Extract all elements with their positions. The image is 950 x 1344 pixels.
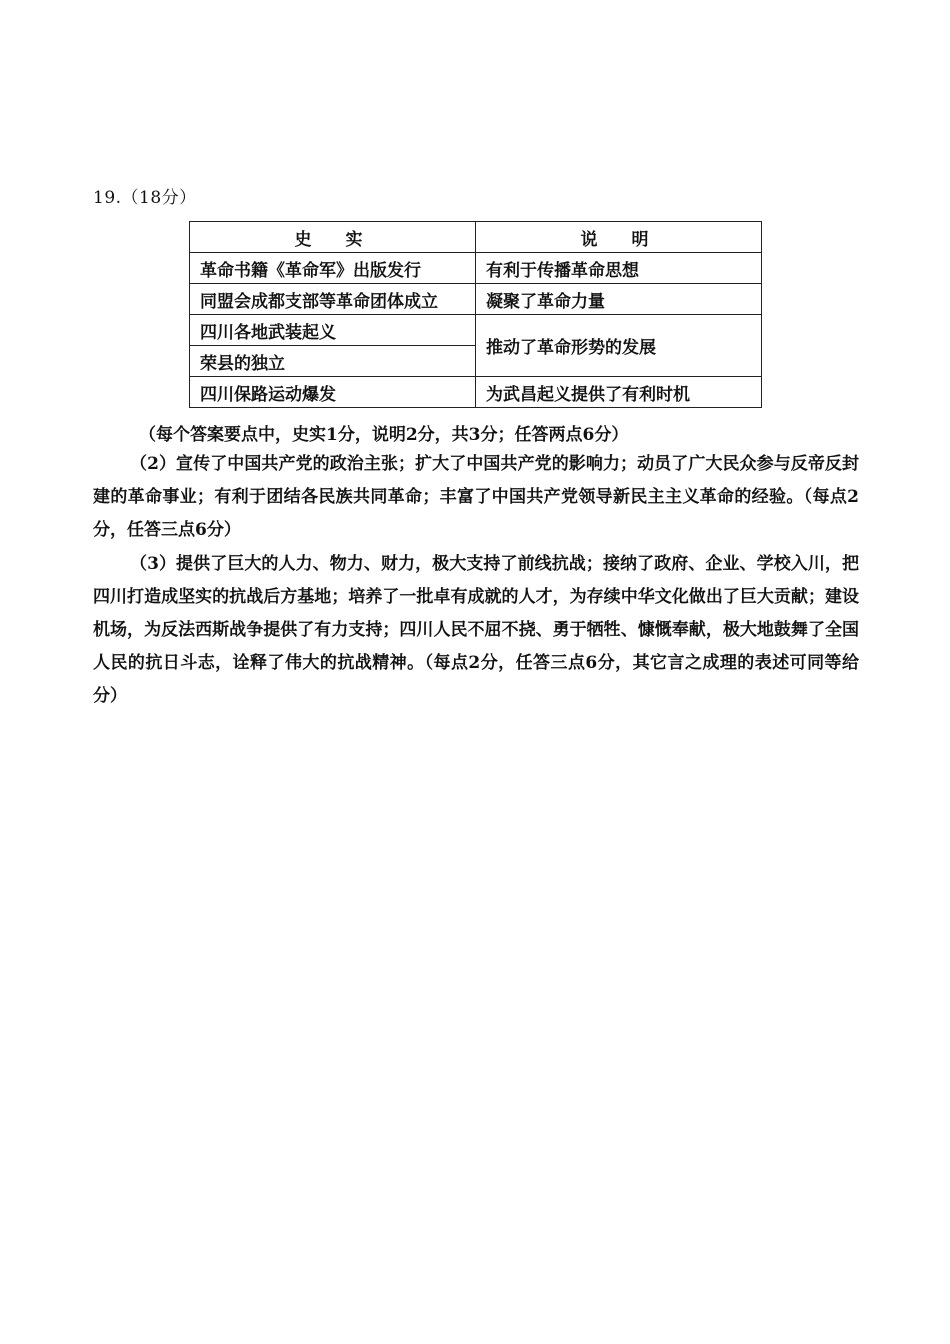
fact-cell: 革命书籍《革命军》出版发行 [190, 253, 476, 284]
facts-table [189, 221, 762, 408]
table-row [190, 284, 762, 315]
header-fact: 史实 [190, 222, 476, 253]
table-header-row [190, 222, 762, 253]
header-explanation: 说明 [476, 222, 762, 253]
fact-cell: 四川各地武装起义 [190, 315, 476, 346]
table-row [190, 377, 762, 408]
table-row [190, 315, 762, 346]
explanation-cell: 凝聚了革命力量 [476, 284, 762, 315]
explanation-cell: 为武昌起义提供了有利时机 [476, 377, 762, 408]
explanation-cell-merged: 推动了革命形势的发展 [476, 315, 762, 377]
answer-part-3: （3）提供了巨大的人力、物力、财力，极大支持了前线抗战；接纳了政府、企业、学校入川，把四川打造成坚实的抗战后方基地；培养了一批卓有成就的人才，为存续中华文化做出了巨大贡献；建设机场，为反法西斯战争提供了有力支持；四川人民不屈不挠、勇于牺牲、慷慨奉献，极大地鼓舞了全国人民的抗日斗志，诠释了伟大的抗战精神。（每点2分，任答三点6分，其它言之成理的表述可同等给分） [93, 554, 859, 706]
fact-cell: 四川保路运动爆发 [190, 377, 476, 408]
fact-cell: 荣县的独立 [190, 346, 476, 377]
explanation-cell: 有利于传播革命思想 [476, 253, 762, 284]
question-header: 19.（18分） [93, 188, 197, 208]
answer-part-2: （2）宣传了中国共产党的政治主张；扩大了中国共产党的影响力；动员了广大民众参与反帝反封建的革命事业；有利于团结各民族共同革命；丰富了中国共产党领导新民主主义革命的经验。（每点2分，任答三点6分） [93, 454, 859, 540]
scoring-note: （每个答案要点中，史实1分，说明2分，共3分；任答两点6分） [139, 425, 629, 445]
table-row [190, 253, 762, 284]
fact-cell: 同盟会成都支部等革命团体成立 [190, 284, 476, 315]
